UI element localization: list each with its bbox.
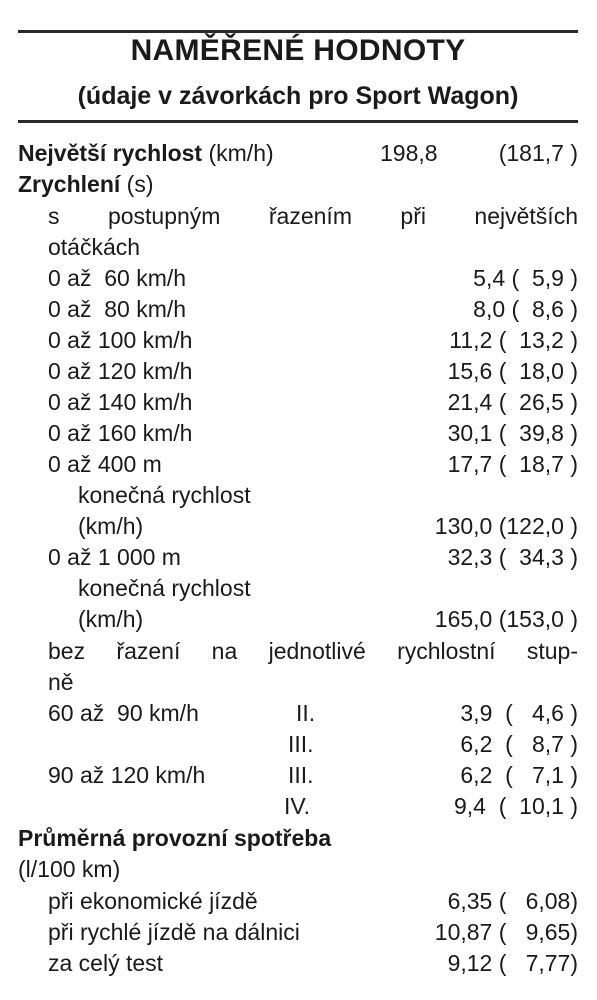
gear-row [48, 698, 578, 729]
final-speed-row-1000 [78, 604, 578, 635]
gear-row-label: 90 až 120 km/h [48, 762, 206, 788]
consumption-row-value: 10,87 ( 9,65) [434, 919, 578, 945]
accel-row-label: 0 až 100 km/h [48, 327, 193, 353]
final-speed-label-1000: konečná rychlost [78, 575, 251, 601]
gear-row-gear: II. [296, 700, 316, 726]
accel-row-label: 0 až 60 km/h [48, 265, 187, 291]
accel-row-label: 0 až 400 m [48, 451, 162, 477]
final-speed-unit: (km/h) [78, 513, 144, 539]
gear-row [48, 791, 578, 822]
gear-row-value: 6,2 ( 7,1 ) [460, 762, 578, 788]
acceleration-heading [18, 169, 578, 200]
accel-row [48, 294, 578, 325]
accel-row-value: 15,6 ( 18,0 ) [447, 358, 578, 384]
page-title: NAMĚŘENÉ HODNOTY [130, 34, 466, 67]
final-speed-row-400 [78, 511, 578, 542]
top-rule [18, 30, 578, 33]
accel-row-value: 11,2 ( 13,2 ) [449, 327, 578, 353]
accel-row-label: 0 až 1 000 m [48, 544, 181, 570]
accel-row-label: 0 až 160 km/h [48, 420, 193, 446]
accel-row [48, 387, 578, 418]
accel-row-1000m [48, 542, 578, 573]
gear-row-value: 3,9 ( 4,6 ) [460, 700, 578, 726]
sequential-note-line1: s postupným řazením při největších [48, 203, 578, 229]
consumption-row-label: za celý test [48, 950, 164, 976]
top-speed-row [18, 138, 578, 169]
accel-row [48, 263, 578, 294]
accel-row-value: 30,1 ( 39,8 ) [447, 420, 578, 446]
consumption-row [48, 948, 578, 979]
accel-row [48, 418, 578, 449]
accel-row-label: 0 až 140 km/h [48, 389, 193, 415]
consumption-row-value: 6,35 ( 6,08) [447, 888, 578, 914]
final-speed-label-400: konečná rychlost [78, 482, 251, 508]
gear-row-gear: IV. [284, 793, 311, 819]
consumption-row-label: při ekonomické jízdě [48, 888, 258, 914]
page-subtitle: (údaje v závorkách pro Sport Wagon) [77, 82, 519, 110]
consumption-row-value: 9,12 ( 7,77) [447, 950, 578, 976]
accel-row [48, 449, 578, 480]
top-speed-value: 198,8 [380, 140, 438, 166]
gear-row-gear: III. [288, 762, 314, 788]
accel-row-value: 17,7 ( 18,7 ) [447, 451, 578, 477]
consumption-unit: (l/100 km) [18, 856, 121, 882]
accel-row-value: 32,3 ( 34,3 ) [447, 544, 578, 570]
consumption-heading: Průměrná provozní spotřeba [18, 825, 332, 851]
no-shift-note-line2: ně [48, 669, 74, 695]
accel-row-value: 5,4 ( 5,9 ) [473, 265, 578, 291]
accel-row-label: 0 až 80 km/h [48, 296, 187, 322]
gear-row [48, 760, 578, 791]
gear-row [48, 729, 578, 760]
final-speed-unit: (km/h) [78, 606, 144, 632]
accel-row [48, 325, 578, 356]
accel-row-value: 8,0 ( 8,6 ) [473, 296, 578, 322]
final-speed-value-1000: 165,0 (153,0 ) [434, 606, 578, 632]
top-speed-unit: (km/h) [208, 140, 274, 166]
acceleration-unit: (s) [126, 171, 154, 197]
accel-row [48, 356, 578, 387]
accel-row-value: 21,4 ( 26,5 ) [447, 389, 578, 415]
sequential-note-line2: otáčkách [48, 234, 141, 260]
top-speed-value-sw: (181,7 ) [498, 140, 578, 166]
gear-row-value: 6,2 ( 8,7 ) [460, 731, 578, 757]
gear-row-gear: III. [288, 731, 314, 757]
final-speed-value-400: 130,0 (122,0 ) [434, 513, 578, 539]
gear-row-label: 60 až 90 km/h [48, 700, 199, 726]
top-speed-label: Největší rychlost [18, 140, 203, 166]
acceleration-label: Zrychlení [18, 171, 121, 197]
header-bottom-rule [18, 120, 578, 123]
consumption-row [48, 886, 578, 917]
gear-row-value: 9,4 ( 10,1 ) [453, 793, 578, 819]
accel-row-label: 0 až 120 km/h [48, 358, 193, 384]
consumption-row-label: při rychlé jízdě na dálnici [48, 919, 300, 945]
consumption-row [48, 917, 578, 948]
no-shift-note-line1: bez řazení na jednotlivé rychlostní stup- [48, 638, 578, 664]
